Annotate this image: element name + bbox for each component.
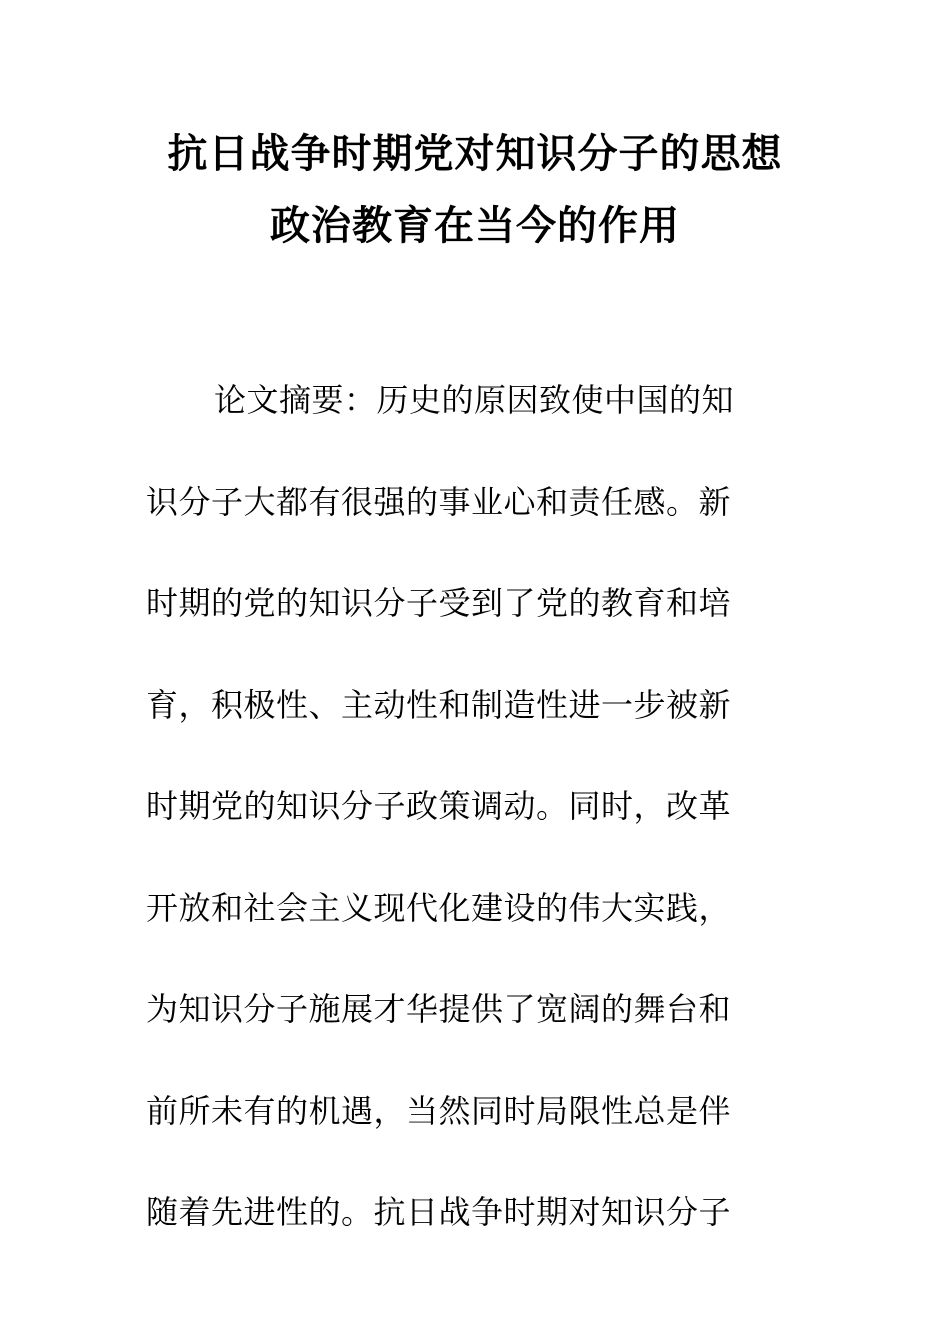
abstract-line-7: 为知识分子施展才华提供了宽阔的舞台和 bbox=[146, 990, 732, 1028]
abstract-line-1: 论文摘要：历史的原因致使中国的知 bbox=[214, 381, 735, 419]
abstract-line-3: 时期的党的知识分子受到了党的教育和培 bbox=[146, 584, 732, 622]
document-title-line-1: 抗日战争时期党对知识分子的思想 bbox=[167, 130, 783, 177]
document-title-line-2: 政治教育在当今的作用 bbox=[270, 202, 680, 249]
abstract-line-8: 前所未有的机遇，当然同时局限性总是伴 bbox=[146, 1092, 732, 1130]
abstract-line-5: 时期党的知识分子政策调动。同时，改革 bbox=[146, 787, 732, 825]
abstract-line-2: 识分子大都有很强的事业心和责任感。新 bbox=[146, 483, 732, 521]
abstract-line-9: 随着先进性的。抗日战争时期对知识分子 bbox=[146, 1193, 732, 1231]
abstract-line-4: 育，积极性、主动性和制造性进一步被新 bbox=[146, 686, 732, 724]
abstract-line-6: 开放和社会主义现代化建设的伟大实践， bbox=[146, 889, 732, 927]
